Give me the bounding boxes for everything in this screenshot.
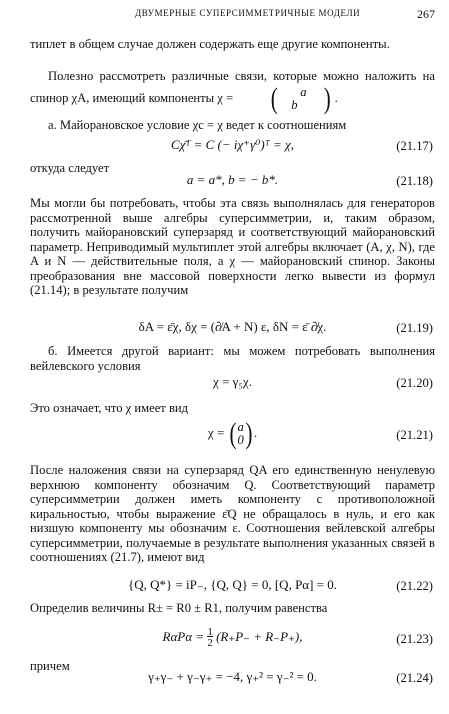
paragraph-3: а. Майорановское условие χc = χ ведет к соотношениям <box>48 118 347 132</box>
paragraph-2-text: Полезно рассмотреть различные связи, которые можно наложить на спинор χA, имеющий компоненты χ = <box>30 69 435 105</box>
equation-21-18: a = a*, b = − b*. (21.18) <box>186 172 433 188</box>
paragraph-4: откуда следует <box>30 161 110 175</box>
equation-21-19: δA = ε̄χ, δχ = (∂̸A + N) ε, δN = ε̄ ∂̸χ. (21.19) <box>138 319 433 335</box>
fraction-one-half: $\frac{1}{2}$ <box>207 626 213 649</box>
page-number: 267 <box>417 7 435 21</box>
running-header <box>0 8 449 24</box>
paragraph-5: Мы могли бы потребовать, чтобы эта связь выполнялась для генераторов рассмотренной выше алгебры суперсимметрии, и, таким образом, получить майорановский суперзаряд и соответствующий майорановский параметр. Неприводимый мультиплет этой алгебры включает (A, χ, N), где A и N — действительные поля, а χ — майорановский спинор. Законы преобразования вне массовой поверхности легко вывести из формул (21.14); в результате получим <box>30 196 435 297</box>
spinor-vector-a-0: ( a 0) . <box>229 417 258 450</box>
paragraph-2 <box>30 69 435 114</box>
equation-21-21: χ = ( a 0) . (21.21) <box>207 417 433 450</box>
equation-21-23: $R\alpha P\alpha = \frac{1}{2} (R_+P_- + R_-P_+)$, (21.23) <box>162 626 433 649</box>
paragraph-1: типлет в общем случае должен содержать еще другие компоненты. <box>30 37 390 51</box>
paragraph-9: Определив величины R± = R0 ± R1, получим равенства <box>30 601 328 615</box>
paragraph-8: После наложения связи на суперзаряд QA его единственную ненулевую верхнюю компоненту обозначим Q. Соответствующий параметр суперсимметрии должен иметь компоненту с противоположной киральностью, чтобы выражение ε̄Q не обращалось в нуль, и его как низшую компоненту мы обозначим ε. Соотношения вейлевской алгебры суперсимметрии, получаемые в результате выполнения указанных связей в соотношениях (21.7), имеют вид <box>30 463 435 564</box>
paragraph-6: б. Имеется другой вариант: мы можем потребовать выполнения вейлевского условия <box>30 344 435 373</box>
spinor-vector-a-b: ( a b ) . <box>271 81 338 115</box>
equation-21-20: χ = γ₅χ. (21.20) <box>213 374 433 390</box>
running-title: ДВУМЕРНЫЕ СУПЕРСИММЕТРИЧНЫЕ МОДЕЛИ <box>135 8 361 18</box>
equation-21-24: γ₊γ₋ + γ₋γ₊ = −4, γ₊² = γ₋² = 0. (21.24) <box>148 669 433 685</box>
paragraph-10: причем <box>30 659 70 673</box>
equation-21-17: Cχ̄ᵀ = C (− iχ⁺γ⁰)ᵀ = χ, (21.17) <box>170 137 433 153</box>
paragraph-7: Это означает, что χ имеет вид <box>30 401 189 415</box>
equation-21-22: {Q, Q*} = iP₋, {Q, Q} = 0, [Q, Pα] = 0. (21.22) <box>127 577 433 593</box>
